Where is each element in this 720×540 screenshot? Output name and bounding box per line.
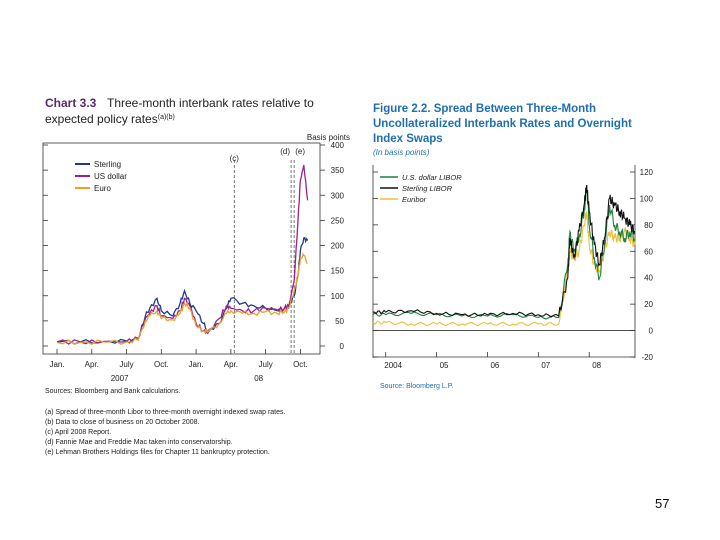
right-x-tick-label: 2004 [384, 361, 403, 370]
left-y-tick-label: 400 [330, 141, 344, 150]
left-x-tick-label: Oct. [153, 360, 169, 369]
left-note: (d) Fannie Mae and Freddie Mac taken into conservatorship. [45, 439, 233, 446]
right-title-line3: Index Swaps [373, 133, 443, 145]
left-x-year-label: 2007 [110, 374, 129, 383]
right-source: Source: Bloomberg L.P. [380, 383, 454, 390]
right-x-tick-label: 07 [541, 361, 551, 370]
left-plot-frame [43, 143, 320, 354]
left-notes [45, 409, 286, 456]
left-event-label: (c) [229, 154, 239, 163]
left-y-tick-label: 200 [330, 241, 344, 251]
left-units-label: Basis points [306, 133, 350, 142]
right-x-axis [384, 352, 601, 370]
chart-right [373, 103, 654, 390]
right-legend [380, 173, 462, 204]
left-x-tick-label: Apr. [84, 360, 99, 369]
left-sources: Sources: Bloomberg and Bank calculations. [45, 388, 181, 395]
right-legend-label: Sterling LIBOR [402, 184, 453, 193]
left-x-tick-label: Apr. [223, 360, 238, 369]
right-x-tick-label: 08 [592, 361, 602, 370]
left-legend [75, 160, 127, 193]
left-x-tick-label: Oct. [293, 360, 308, 369]
right-y-tick-label: 40 [644, 273, 653, 283]
left-chart-title-line1: Three-month interbank rates relative to [107, 96, 314, 110]
left-x-tick-label: Jan. [188, 360, 204, 369]
left-note: (a) Spread of three-month Libor to three-month overnight indexed swap rates. [45, 409, 286, 416]
left-y-tick-label: 350 [330, 166, 344, 176]
right-y-tick-label: 120 [639, 168, 653, 177]
left-series-sterling [57, 238, 308, 344]
right-y-tick-label: 80 [644, 220, 653, 230]
left-chart-number: Chart 3.3 [45, 96, 97, 110]
left-note: (e) Lehman Brothers Holdings files for Chapter 11 bankruptcy protection. [45, 449, 270, 456]
slide-number: 57 [655, 496, 670, 511]
left-y-tick-label: 100 [330, 291, 344, 301]
right-y-tick-label: 0 [648, 326, 653, 336]
left-x-tick-label: July [258, 360, 273, 369]
left-y-tick-label: 300 [330, 191, 344, 201]
right-x-tick-label: 06 [490, 361, 500, 370]
left-x-tick-label: July [119, 360, 134, 369]
left-y-tick-label: 50 [335, 316, 344, 326]
right-subtitle: (In basis points) [373, 148, 430, 157]
left-event-lines [230, 147, 306, 354]
left-x-tick-label: Jan. [49, 360, 65, 369]
left-y-tick-label: 0 [339, 342, 344, 351]
left-legend-label: Euro [94, 184, 111, 193]
right-y-tick-label: 100 [639, 194, 653, 204]
chart-left [43, 96, 350, 456]
right-legend-label: U.S. dollar LIBOR [402, 173, 462, 182]
left-chart-title-line2: expected policy rates$^{(a)(b)}$ [45, 112, 175, 126]
right-y-tick-label: -20 [641, 353, 653, 362]
right-title-line2: Uncollateralized Interbank Rates and Overnight [373, 118, 632, 130]
left-event-label: (e) [295, 147, 306, 156]
left-y-tick-label: 150 [330, 266, 344, 276]
left-legend-label: US dollar [94, 172, 127, 181]
left-y-tick-label: 250 [330, 216, 344, 226]
right-series-lines [373, 185, 635, 325]
left-note: (c) April 2008 Report. [45, 429, 112, 436]
left-event-label: (d) [280, 147, 290, 156]
right-y-tick-label: 60 [644, 247, 653, 257]
right-series-sterling-libor [373, 185, 635, 317]
left-title-superscript: (a)(b) [157, 114, 175, 121]
right-y-tick-label: 20 [644, 300, 653, 310]
left-x-year-label: 08 [254, 374, 264, 383]
right-legend-label: Euribor [402, 195, 427, 204]
right-title-line1: Figure 2.2. Spread Between Three-Month [373, 103, 597, 115]
left-legend-label: Sterling [94, 160, 122, 169]
left-note: (b) Data to close of business on 20 October 2008. [45, 419, 200, 426]
right-x-tick-label: 05 [439, 361, 449, 370]
